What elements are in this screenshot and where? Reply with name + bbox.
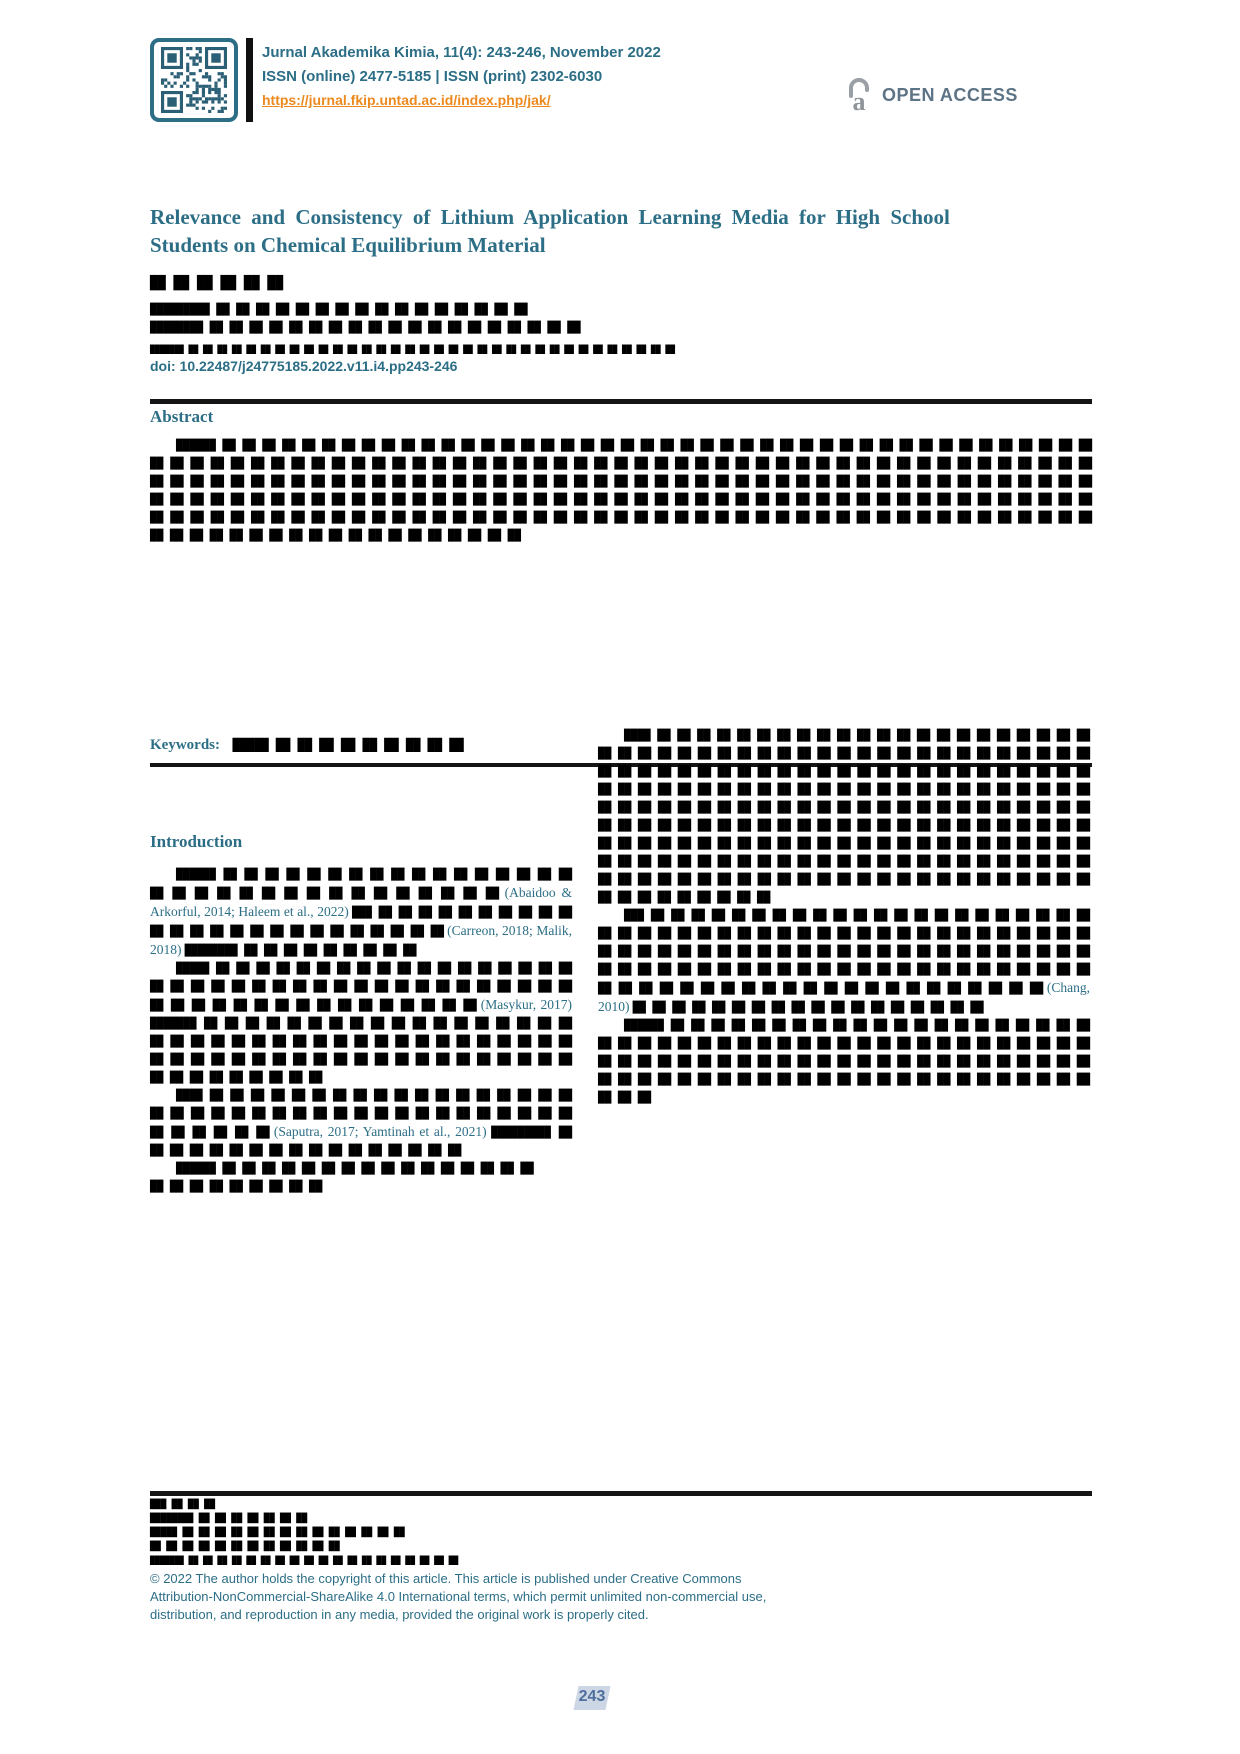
received-accepted-line: ███████ ██ ██ ██ ██ ██ ██ ██ ██ ██ ██ ██ ██ ██ ██ ██ ██ ██ ██ ██ ██ ██ ██ ██ ██ ██ ██ ██ ██ ██ ██ ██ ██ ██ ██ — [150, 345, 675, 354]
copyright-line-3: distribution, and reproduction in any media, provided the original work is properly cited. — [150, 1607, 649, 1622]
abstract-heading: Abstract — [150, 407, 214, 426]
author-line: ██ ██ ██ ██ ██ ██ — [150, 276, 284, 291]
copyright-line-2: Attribution-NonCommercial-ShareAlike 4.0 International terms, which permit unlimited non-commercial use, — [150, 1589, 767, 1604]
journal-citation-line: Jurnal Akademika Kimia, 11(4): 243-246, November 2022 — [262, 44, 661, 61]
intro-paragraph-2: █████ ██ ██ ██ ██ ██ ██ ██ ██ ██ ██ ██ ██ ██ ██ ██ ██ ██ ██ ██ ██ ██ ██ ██ ██ ██ ██ ██ ██ ██ ██ ██ ██ ██ ██ ██ ██ ██ ██ ██ ██ ██ ██ ██ ██ ██ ██ ██ ██ ██ ██ ██ ██ ██ ██ ██ (Masykur, 2017) ███████ ██ ██ ██ ██ ██ ██ ██ ██ ██ ██ ██ ██ ██ ██ ██ ██ ██ ██ ██ ██ ██ ██ ██ ██ ██ ██ ██ ██ ██ ██ ██ ██ ██ ██ ██ ██ ██ ██ ██ ██ ██ ██ ██ ██ ██ ██ ██ ██ ██ ██ ██ ██ ██ ██ ██ ██ ██ ██ ██ ██ ██ ██ ██ ██ ██ ██ ██ ██ ██ — [150, 962, 573, 1084]
doi-link[interactable]: doi: 10.22487/j24775185.2022.v11.i4.pp243-246 — [150, 358, 458, 374]
intro-paragraph-4: ██████ ██ ██ ██ ██ ██ ██ ██ ██ ██ ██ ██ ██ ██ ██ ██ ██ ██ ██ ██ ██ ██ ██ ██ ██ ██ — [150, 1162, 534, 1193]
abstract-top-rule — [150, 399, 1092, 404]
open-access-logo — [842, 76, 1018, 114]
intro-paragraph-1: ██████ ██ ██ ██ ██ ██ ██ ██ ██ ██ ██ ██ ██ ██ ██ ██ ██ ██ ██ ██ ██ ██ ██ ██ ██ ██ ██ ██ ██ ██ ██ ██ ██ ██ (Abaidoo & Arkorful, 2014; Haleem et al., 2022) ███ ██ ██ ██ ██ ██ ██ ██ ██ ██ ██ ██ ██ ██ ██ ██ ██ ██ ██ ██ ██ ██ ██ ██ ██ ██ (Carreon, 2018; Malik, 2018) ████████ ██ ██ ██ ██ ██ ██ ██ ██ ██ — [150, 868, 573, 957]
footnote-line-3: █████ ██ ██ ██ ██ ██ ██ ██ ██ ██ ██ ██ ██ ██ ██ — [150, 1528, 405, 1538]
citation-link-carreon[interactable]: (Carreon, 2018; Malik, 2018) — [150, 923, 572, 957]
keywords-label: Keywords: — [150, 737, 220, 753]
citation-link-masykur[interactable]: (Masykur, 2017) — [480, 997, 573, 1012]
right-column — [598, 727, 1090, 1107]
footnote-line-4: ██ ██ ██ ██ ██ ██ ██ ██ ██ ██ ██ ██ — [150, 1542, 340, 1552]
article-title-line1: Relevance and Consistency of Lithium Application Learning Media for High School — [150, 205, 950, 229]
introduction-heading: Introduction — [150, 832, 243, 851]
page-number-badge — [566, 1682, 618, 1712]
citation-link-saputra[interactable]: (Saputra, 2017; Yamtinah et al., 2021) — [273, 1124, 487, 1139]
journal-issn-line: ISSN (online) 2477-5185 | ISSN (print) 2302-6030 — [262, 68, 603, 85]
footnote-line-1: ███ ██ ██ ██ — [150, 1500, 216, 1510]
open-access-padlock-icon — [842, 76, 876, 114]
right-paragraph-1: ████ ██ ██ ██ ██ ██ ██ ██ ██ ██ ██ ██ ██ ██ ██ ██ ██ ██ ██ ██ ██ ██ ██ ██ ██ ██ ██ ██ ██ ██ ██ ██ ██ ██ ██ ██ ██ ██ ██ ██ ██ ██ ██ ██ ██ ██ ██ ██ ██ ██ ██ ██ ██ ██ ██ ██ ██ ██ ██ ██ ██ ██ ██ ██ ██ ██ ██ ██ ██ ██ ██ ██ ██ ██ ██ ██ ██ ██ ██ ██ ██ ██ ██ ██ ██ ██ ██ ██ ██ ██ ██ ██ ██ ██ ██ ██ ██ ██ ██ ██ ██ ██ ██ ██ ██ ██ ██ ██ ██ ██ ██ ██ ██ ██ ██ ██ ██ ██ ██ ██ ██ ██ ██ ██ ██ ██ ██ ██ ██ ██ ██ ██ ██ ██ ██ ██ ██ ██ ██ ██ ██ ██ ██ ██ ██ ██ ██ ██ ██ ██ ██ ██ ██ ██ ██ ██ ██ ██ ██ ██ ██ ██ ██ ██ ██ ██ ██ ██ ██ ██ ██ ██ ██ ██ ██ ██ ██ ██ ██ ██ ██ ██ ██ ██ ██ ██ ██ ██ ██ ██ ██ ██ ██ ██ ██ ██ ██ ██ ██ ██ ██ ██ ██ ██ ██ ██ ██ ██ ██ ██ ██ ██ ██ ██ ██ ██ ██ ██ ██ ██ ██ ██ ██ ██ ██ ██ ██ ██ ██ ██ ██ ██ — [598, 729, 1090, 904]
right-paragraph-2: ███ ██ ██ ██ ██ ██ ██ ██ ██ ██ ██ ██ ██ ██ ██ ██ ██ ██ ██ ██ ██ ██ ██ ██ ██ ██ ██ ██ ██ ██ ██ ██ ██ ██ ██ ██ ██ ██ ██ ██ ██ ██ ██ ██ ██ ██ ██ ██ ██ ██ ██ ██ ██ ██ ██ ██ ██ ██ ██ ██ ██ ██ ██ ██ ██ ██ ██ ██ ██ ██ ██ ██ ██ ██ ██ ██ ██ ██ ██ ██ ██ ██ ██ ██ ██ ██ ██ ██ ██ ██ ██ ██ ██ ██ ██ ██ ██ ██ ██ ██ ██ ██ ██ ██ ██ ██ ██ ██ ██ ██ ██ ██ ██ ██ ██ ██ ██ ██ ██ ██ (Chang, 2010) ██ ██ ██ ██ ██ ██ ██ ██ ██ ██ ██ ██ ██ ██ ██ ██ ██ ██ — [598, 909, 1091, 1014]
citation-link-chang[interactable]: (Chang, 2010) — [598, 980, 1091, 1014]
svg-text:a: a — [852, 87, 866, 114]
article-title-line2: Students on Chemical Equilibrium Material — [150, 233, 546, 257]
keywords-redacted-text: █████ ██ ██ ██ ██ ██ ██ ██ ██ ██ — [232, 738, 464, 752]
keywords-row — [150, 736, 464, 754]
page-number: 243 — [578, 1688, 606, 1705]
citation-link-abaidoo[interactable]: (Abaidoo & Arkorful, 2014; Haleem et al., 2022) — [150, 885, 572, 919]
abstract-body — [150, 437, 1092, 545]
journal-url-link[interactable]: https://jurnal.fkip.untad.ac.id/index.php/jak/ — [262, 92, 551, 108]
intro-paragraph-3: ████ ██ ██ ██ ██ ██ ██ ██ ██ ██ ██ ██ ██ ██ ██ ██ ██ ██ ██ ██ ██ ██ ██ ██ ██ ██ ██ ██ ██ ██ ██ ██ ██ ██ ██ ██ ██ ██ ██ ██ ██ ██ ██ ██ ██ ██ (Saputra, 2017; Yamtinah et al., 2021) █████████ ██ ██ ██ ██ ██ ██ ██ ██ ██ ██ ██ ██ ██ ██ ██ ██ ██ — [150, 1089, 572, 1157]
footer-top-rule — [150, 1491, 1092, 1496]
left-column — [150, 866, 572, 1196]
affiliation-line-2: ████████ ██ ██ ██ ██ ██ ██ ██ ██ ██ ██ ██ ██ ██ ██ ██ ██ ██ ██ ██ — [150, 321, 581, 334]
copyright-line-1: © 2022 The author holds the copyright of this article. This article is published under Creative Commons — [150, 1571, 742, 1586]
footnote-line-5: ███████ ██ ██ ██ ██ ██ ██ ██ ██ ██ ██ ██ ██ ██ ██ ██ ██ ██ ██ ██ — [150, 1556, 459, 1565]
affiliation-line-1: █████████ ██ ██ ██ ██ ██ ██ ██ ██ ██ ██ ██ ██ ██ ██ ██ ██ — [150, 303, 528, 316]
abstract-redacted-text: ██████ ██ ██ ██ ██ ██ ██ ██ ██ ██ ██ ██ ██ ██ ██ ██ ██ ██ ██ ██ ██ ██ ██ ██ ██ ██ ██ ██ ██ ██ ██ ██ ██ ██ ██ ██ ██ ██ ██ ██ ██ ██ ██ ██ ██ ██ ██ ██ ██ ██ ██ ██ ██ ██ ██ ██ ██ ██ ██ ██ ██ ██ ██ ██ ██ ██ ██ ██ ██ ██ ██ ██ ██ ██ ██ ██ ██ ██ ██ ██ ██ ██ ██ ██ ██ ██ ██ ██ ██ ██ ██ ██ ██ ██ ██ ██ ██ ██ ██ ██ ██ ██ ██ ██ ██ ██ ██ ██ ██ ██ ██ ██ ██ ██ ██ ██ ██ ██ ██ ██ ██ ██ ██ ██ ██ ██ ██ ██ ██ ██ ██ ██ ██ ██ ██ ██ ██ ██ ██ ██ ██ ██ ██ ██ ██ ██ ██ ██ ██ ██ ██ ██ ██ ██ ██ ██ ██ ██ ██ ██ ██ ██ ██ ██ ██ ██ ██ ██ ██ ██ ██ ██ ██ ██ ██ ██ ██ ██ ██ ██ ██ ██ ██ ██ ██ ██ ██ ██ ██ ██ ██ ██ ██ ██ ██ ██ ██ ██ ██ ██ ██ ██ ██ ██ ██ ██ ██ ██ ██ ██ ██ ██ ██ ██ ██ ██ ██ ██ ██ ██ ██ ██ ██ ██ ██ ██ ██ ██ ██ ██ ██ ██ ██ ██ ██ ██ ██ ██ ██ ██ ██ ██ ██ ██ ██ ██ ██ ██ ██ ██ ██ ██ — [150, 439, 1092, 542]
right-paragraph-3: ██████ ██ ██ ██ ██ ██ ██ ██ ██ ██ ██ ██ ██ ██ ██ ██ ██ ██ ██ ██ ██ ██ ██ ██ ██ ██ ██ ██ ██ ██ ██ ██ ██ ██ ██ ██ ██ ██ ██ ██ ██ ██ ██ ██ ██ ██ ██ ██ ██ ██ ██ ██ ██ ██ ██ ██ ██ ██ ██ ██ ██ ██ ██ ██ ██ ██ ██ ██ ██ ██ ██ ██ ██ ██ ██ ██ ██ ██ ██ ██ ██ ██ ██ ██ ██ ██ ██ ██ ██ ██ ██ ██ ██ ██ ██ ██ ██ ██ ██ ██ — [598, 1019, 1090, 1104]
open-access-label: OPEN ACCESS — [882, 84, 1018, 105]
footnote-line-2: ████████ ██ ██ ██ ██ ██ ██ ██ — [150, 1514, 308, 1524]
header-separator-bar — [246, 38, 253, 122]
qr-code-icon — [150, 38, 238, 122]
